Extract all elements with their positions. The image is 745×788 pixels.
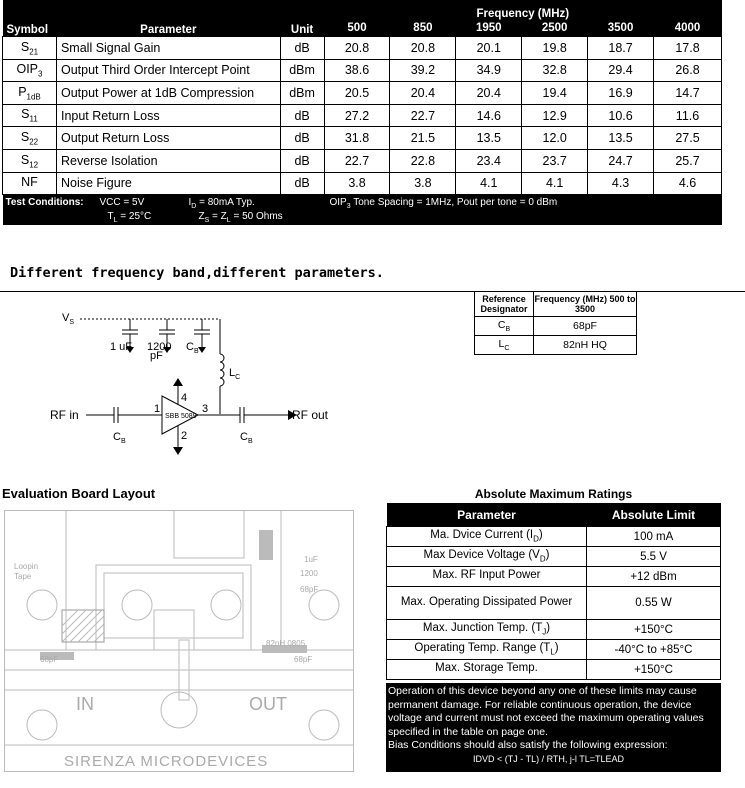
abs-max-row xyxy=(387,587,721,620)
c2-label-a: 1200 xyxy=(147,341,172,353)
eval-board-title: Evaluation Board Layout xyxy=(2,486,156,501)
board-maker: SIRENZA MICRODEVICES xyxy=(64,753,269,770)
board-68pf-c: 68pF xyxy=(294,655,313,664)
abs-max-parameter: Max. Operating Dissipated Power xyxy=(387,587,587,620)
spec-row xyxy=(3,104,722,127)
spec-value: 14.6 xyxy=(456,104,522,127)
spec-parameter: Output Power at 1dB Compression xyxy=(56,82,280,105)
hdr-f500: 500 xyxy=(324,20,390,37)
spec-value: 11.6 xyxy=(654,104,722,127)
tc-id: $I_D = 80mA$ Typ. xyxy=(188,197,255,211)
spec-value: 17.8 xyxy=(654,37,722,60)
spec-value: 13.5 xyxy=(456,127,522,150)
spec-value: 27.5 xyxy=(654,127,722,150)
pin2: 2 xyxy=(181,430,188,442)
spec-row xyxy=(3,37,722,60)
hdr-f850: 850 xyxy=(390,20,456,37)
c2-label-b: pF xyxy=(150,350,163,362)
spec-row xyxy=(3,59,722,82)
abs-max-note-text: Operation of this device beyond any one of these limits may cause permanent damage. For reliable continuous operation, the device voltage and current must not exceed the maximum operating values specified in the table on page one. xyxy=(388,685,704,738)
tc-tl: $T_L = 25^\circ C$ xyxy=(107,211,152,225)
tc-z: $Z_S = Z_L = 50$ Ohms xyxy=(198,211,283,225)
spec-value: 26.8 xyxy=(654,59,722,82)
spec-parameter: Output Third Order Intercept Point xyxy=(56,59,280,82)
abs-max-row xyxy=(387,527,721,547)
spec-row xyxy=(3,82,722,105)
spec-row xyxy=(3,127,722,150)
vs-label: $V_S$ xyxy=(62,312,75,326)
spec-symbol: $S_{11}$ xyxy=(3,104,57,127)
spec-symbol: $S_{22}$ xyxy=(3,127,57,150)
spec-value: 13.5 xyxy=(588,127,654,150)
spec-value: 22.7 xyxy=(390,104,456,127)
abs-max-h2: Absolute Limit xyxy=(587,503,721,527)
lc-label: $L_C$ xyxy=(229,367,241,381)
spec-value: 20.1 xyxy=(456,37,522,60)
eval-board-layout xyxy=(4,510,354,772)
spec-unit: dB xyxy=(280,37,324,60)
abs-max-row xyxy=(387,620,721,640)
spec-parameter: Small Signal Gain xyxy=(56,37,280,60)
ref-lc-value: 82nH HQ xyxy=(534,336,637,355)
spec-value: 38.6 xyxy=(324,59,390,82)
abs-max-row xyxy=(387,567,721,587)
spec-value: 16.9 xyxy=(588,82,654,105)
board-in: IN xyxy=(76,694,94,714)
spec-parameter: Noise Figure xyxy=(56,172,280,195)
spec-value: 4.3 xyxy=(588,172,654,195)
spec-unit: dBm xyxy=(280,59,324,82)
spec-symbol: $S_{12}$ xyxy=(3,149,57,172)
loopin-label: Loopin xyxy=(14,562,39,571)
cb-in-label: $C_B$ xyxy=(113,431,126,445)
ref-cb: $C_B$ xyxy=(475,317,534,336)
pin1: 1 xyxy=(154,403,161,415)
abs-max-table xyxy=(386,503,721,680)
spec-value: 39.2 xyxy=(390,59,456,82)
spec-value: 18.7 xyxy=(588,37,654,60)
abs-max-parameter: Max. Junction Temp. $(T_J)$ xyxy=(387,620,587,640)
reference-table xyxy=(474,291,637,355)
chip-label: SBB 5089 xyxy=(165,413,197,420)
band-note: Different frequency band,different parameters. xyxy=(10,265,384,281)
spec-value: 23.7 xyxy=(522,149,588,172)
ref-lc: $L_C$ xyxy=(475,336,534,355)
ground-arrow-down xyxy=(173,447,183,455)
spec-value: 14.7 xyxy=(654,82,722,105)
application-schematic xyxy=(0,292,470,472)
abs-max-row xyxy=(387,640,721,660)
board-68pf-b: 68pF xyxy=(40,655,59,664)
board-68pf-a: 68pF xyxy=(300,585,319,594)
abs-max-row xyxy=(387,547,721,567)
spec-value: 19.4 xyxy=(522,82,588,105)
spec-value: 32.8 xyxy=(522,59,588,82)
inductor-lc xyxy=(220,354,224,386)
spec-unit: dB xyxy=(280,149,324,172)
hdr-f3500: 3500 xyxy=(588,20,654,37)
spec-unit: dB xyxy=(280,127,324,150)
abs-max-note xyxy=(386,683,721,772)
abs-max-limit: +150°C xyxy=(587,620,721,640)
cb-top-label: $C_B$ xyxy=(186,341,199,355)
hdr-f2500: 2500 xyxy=(522,20,588,37)
spec-row xyxy=(3,149,722,172)
spec-value: 22.7 xyxy=(324,149,390,172)
hdr-parameter: Parameter xyxy=(140,24,197,36)
abs-max-parameter: Operating Temp. Range $(T_L)$ xyxy=(387,640,587,660)
ground-arrow-up xyxy=(173,378,183,386)
abs-max-parameter: Ma. Dvice Current $(I_D)$ xyxy=(387,527,587,547)
spec-row xyxy=(3,172,722,195)
test-conditions xyxy=(3,195,722,225)
spec-value: 4.1 xyxy=(522,172,588,195)
spec-value: 23.4 xyxy=(456,149,522,172)
pin4: 4 xyxy=(181,392,188,404)
hdr-symbol: Symbol xyxy=(6,24,49,36)
spec-value: 24.7 xyxy=(588,149,654,172)
spec-value: 25.7 xyxy=(654,149,722,172)
spec-value: 21.5 xyxy=(390,127,456,150)
cb-out-label: $C_B$ xyxy=(240,431,253,445)
spec-value: 20.8 xyxy=(390,37,456,60)
hdr-frequency: Frequency (MHz) xyxy=(476,8,570,20)
spec-value: 22.8 xyxy=(390,149,456,172)
abs-max-formula: IDVD < (TJ - TL) / RTH, j-l TL=TLEAD xyxy=(473,753,625,764)
abs-max-title: Absolute Maximum Ratings xyxy=(474,487,633,501)
abs-max-parameter: Max. RF Input Power xyxy=(387,567,587,587)
spec-parameter: Output Return Loss xyxy=(56,127,280,150)
spec-value: 20.8 xyxy=(324,37,390,60)
spec-symbol: $S_{21}$ xyxy=(3,37,57,60)
spec-value: 3.8 xyxy=(390,172,456,195)
board-1200: 1200 xyxy=(300,569,318,578)
spec-value: 34.9 xyxy=(456,59,522,82)
tc-oip: $OIP_3$ Tone Spacing = 1MHz, Pout per tone = 0 dBm xyxy=(329,197,558,211)
spec-value: 12.0 xyxy=(522,127,588,150)
tc-vcc: VCC = 5V xyxy=(99,197,145,209)
hdr-unit: Unit xyxy=(290,24,314,36)
pin3: 3 xyxy=(202,403,209,415)
hdr-f4000: 4000 xyxy=(654,20,722,37)
spec-unit: dB xyxy=(280,104,324,127)
abs-max-bias: Bias Conditions should also satisfy the following expression: xyxy=(388,739,668,751)
abs-max-limit: -40°C to +85°C xyxy=(587,640,721,660)
spec-value: 4.1 xyxy=(456,172,522,195)
abs-max-row xyxy=(387,660,721,680)
spec-unit: dB xyxy=(280,172,324,195)
tape-label: Tape xyxy=(14,572,32,581)
board-out: OUT xyxy=(249,694,287,714)
spec-value: 31.8 xyxy=(324,127,390,150)
board-1uf: 1uF xyxy=(304,555,318,564)
spec-value: 12.9 xyxy=(522,104,588,127)
spec-symbol: $OIP_3$ xyxy=(3,59,57,82)
ref-h2: Frequency (MHz) 500 to 3500 xyxy=(534,292,637,317)
spec-value: 4.6 xyxy=(654,172,722,195)
spec-parameter: Reverse Isolation xyxy=(56,149,280,172)
rf-in-label: RF in xyxy=(50,408,79,422)
board-82nh: 82nH 0805 xyxy=(266,639,306,648)
spec-value: 10.6 xyxy=(588,104,654,127)
abs-max-limit: 5.5 V xyxy=(587,547,721,567)
spec-value: 19.8 xyxy=(522,37,588,60)
ref-h1: Reference Designator xyxy=(475,292,534,317)
spec-value: 20.5 xyxy=(324,82,390,105)
hdr-f1950: 1950 xyxy=(456,20,522,37)
rf-out-label: RF out xyxy=(292,408,329,422)
spec-value: 3.8 xyxy=(324,172,390,195)
spec-value: 20.4 xyxy=(390,82,456,105)
spec-value: 27.2 xyxy=(324,104,390,127)
ref-cb-value: 68pF xyxy=(534,317,637,336)
spec-value: 29.4 xyxy=(588,59,654,82)
spec-symbol: $P_{1dB}$ xyxy=(3,82,57,105)
spec-parameter: Input Return Loss xyxy=(56,104,280,127)
abs-max-limit: +150°C xyxy=(587,660,721,680)
spec-symbol: NF xyxy=(3,172,57,195)
spec-unit: dBm xyxy=(280,82,324,105)
abs-max-limit: +12 dBm xyxy=(587,567,721,587)
abs-max-parameter: Max. Storage Temp. xyxy=(387,660,587,680)
abs-max-limit: 100 mA xyxy=(587,527,721,547)
abs-max-limit: 0.55 W xyxy=(587,587,721,620)
specifications-table xyxy=(2,0,722,225)
c1-label: 1 uF xyxy=(110,341,133,353)
cb-pad xyxy=(259,530,273,560)
test-conditions-label: Test Conditions: xyxy=(5,197,84,209)
abs-max-h1: Parameter xyxy=(387,503,587,527)
spec-value: 20.4 xyxy=(456,82,522,105)
abs-max-parameter: Max Device Voltage $(V_D)$ xyxy=(387,547,587,567)
